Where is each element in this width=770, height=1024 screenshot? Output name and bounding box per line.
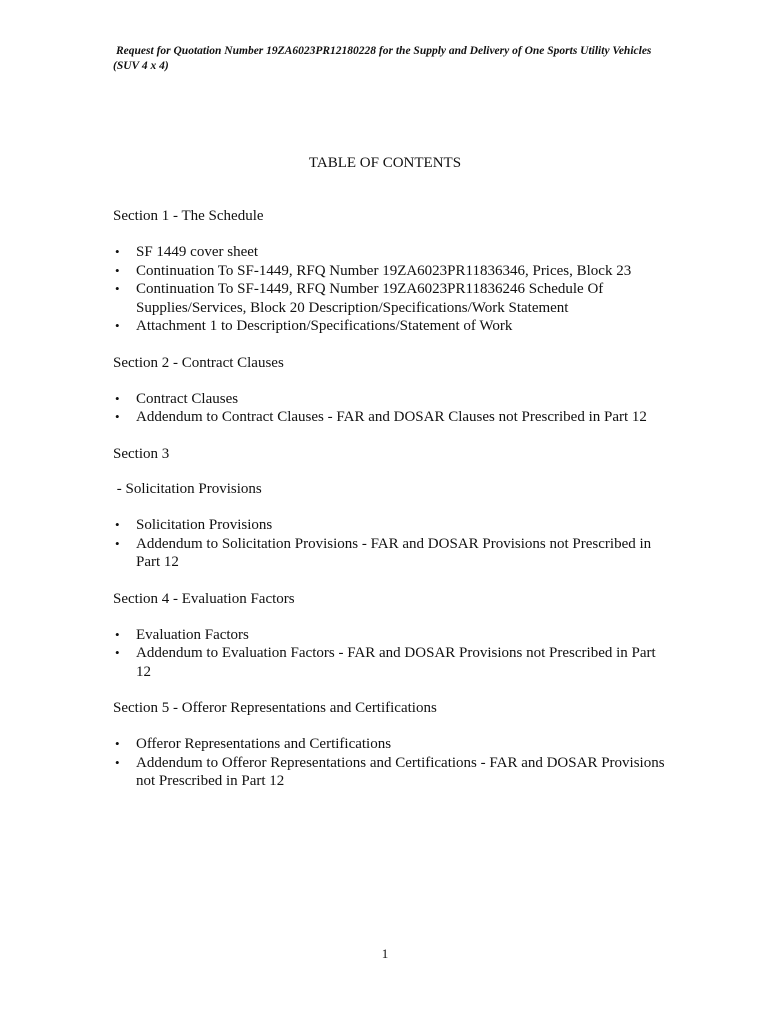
list-item-text: Evaluation Factors <box>136 626 249 643</box>
list-item <box>113 408 673 427</box>
list-item <box>113 280 673 317</box>
page-number: 1 <box>381 946 389 961</box>
list-item-text: Continuation To SF-1449, RFQ Number 19ZA6023PR11836246 Schedule Of Supplies/Services, Block 20 Description/Specifications/Work Statement <box>136 281 604 316</box>
bullet-icon: • <box>115 626 120 642</box>
toc-content <box>113 207 673 809</box>
list-item <box>113 243 673 262</box>
section-2-list <box>113 390 673 427</box>
bullet-icon: • <box>115 736 120 751</box>
header-line-1: Request for Quotation Number 19ZA6023PR12180228 for the Supply and Delivery of One Sports Utility Vehicles <box>116 45 652 57</box>
list-item-text: Contract Clauses <box>136 390 239 407</box>
list-item <box>113 644 673 681</box>
section-3-list <box>113 516 673 572</box>
section-4-list <box>113 626 673 682</box>
section-1-list <box>113 243 673 336</box>
list-item-text: Solicitation Provisions <box>136 517 273 533</box>
bullet-icon: • <box>115 535 120 551</box>
bullet-icon: • <box>115 754 120 770</box>
list-item <box>113 735 673 754</box>
section-5-list <box>113 735 673 791</box>
list-item-text: Addendum to Offeror Representations and Certifications - FAR and DOSAR Provisions not Prescribed in Part 12 <box>136 754 665 789</box>
list-item <box>113 262 673 281</box>
page-header <box>113 44 673 74</box>
bullet-icon: • <box>115 409 120 424</box>
list-item <box>113 317 673 336</box>
bullet-icon: • <box>115 390 120 406</box>
list-item-text: Addendum to Contract Clauses - FAR and DOSAR Clauses not Prescribed in Part 12 <box>136 409 647 425</box>
section-5-heading: Section 5 - Offeror Representations and Certifications <box>113 700 437 716</box>
list-item <box>113 535 673 572</box>
list-item-text: Offeror Representations and Certifications <box>136 736 392 752</box>
list-item-text: Addendum to Solicitation Provisions - FAR and DOSAR Provisions not Prescribed in Part 12 <box>136 535 652 570</box>
list-item-text: Addendum to Evaluation Factors - FAR and DOSAR Provisions not Prescribed in Part 12 <box>136 645 656 680</box>
section-1-heading: Section 1 - The Schedule <box>113 208 264 224</box>
spacer <box>113 463 673 480</box>
bullet-icon: • <box>115 281 120 296</box>
list-item-text: Continuation To SF-1449, RFQ Number 19ZA6023PR11836346, Prices, Block 23 <box>136 262 632 279</box>
list-item <box>113 754 673 791</box>
bullet-icon: • <box>115 645 120 660</box>
list-item <box>113 626 673 645</box>
toc-title: TABLE OF CONTENTS <box>308 155 462 171</box>
bullet-icon: • <box>115 244 120 259</box>
bullet-icon: • <box>115 318 120 333</box>
section-3-subheading: - Solicitation Provisions <box>113 481 262 497</box>
section-2-heading: Section 2 - Contract Clauses <box>113 354 284 371</box>
list-item <box>113 390 673 409</box>
list-item-text: Attachment 1 to Description/Specifications/Statement of Work <box>136 318 513 334</box>
list-item <box>113 516 673 535</box>
bullet-icon: • <box>115 262 120 278</box>
section-3-heading: Section 3 <box>113 445 170 462</box>
section-4-heading: Section 4 - Evaluation Factors <box>113 590 295 607</box>
bullet-icon: • <box>115 517 120 532</box>
header-line-2: (SUV 4 x 4) <box>113 60 169 72</box>
list-item-text: SF 1449 cover sheet <box>136 244 259 260</box>
